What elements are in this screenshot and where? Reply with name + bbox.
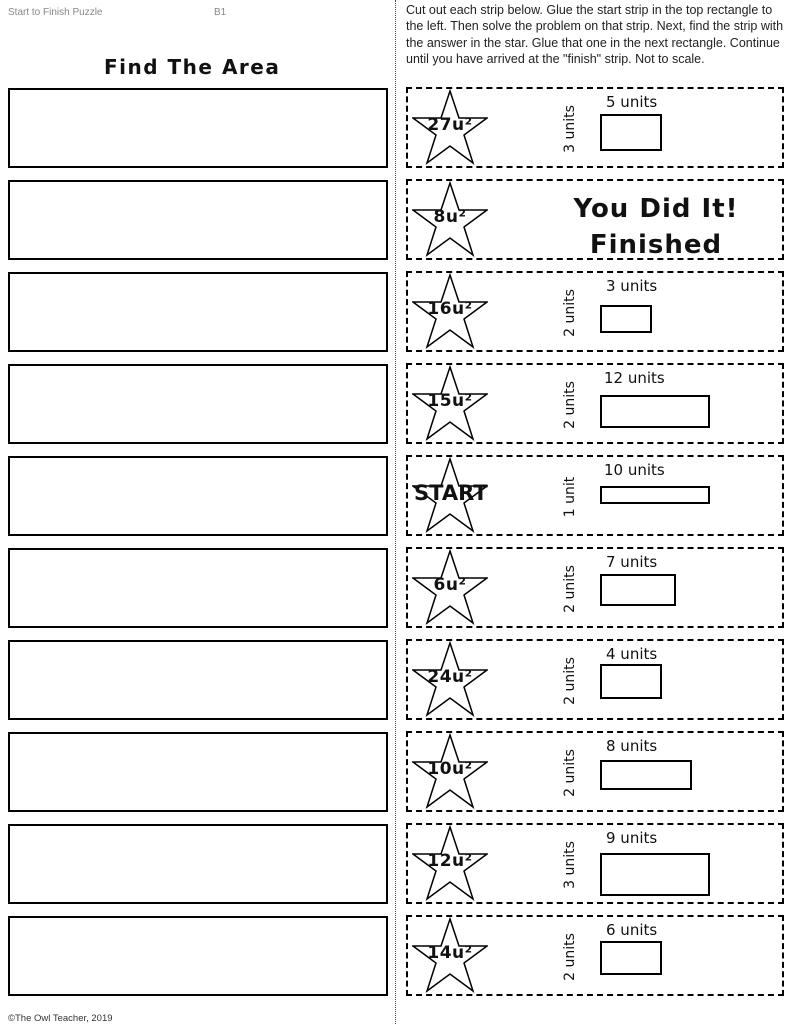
star-answer: 12u² xyxy=(427,851,473,871)
area-rectangle xyxy=(600,760,692,790)
strip-4 xyxy=(406,363,784,444)
puzzle-name: Start to Finish Puzzle xyxy=(8,7,103,18)
finish-line-1: You Did It! xyxy=(573,194,739,224)
finish-line-2: Finished xyxy=(589,230,723,260)
width-label: 10 units xyxy=(604,461,665,479)
glue-box-1 xyxy=(8,88,388,168)
star-icon xyxy=(412,181,488,258)
star-icon xyxy=(412,457,488,534)
area-rectangle xyxy=(600,853,710,896)
star-icon xyxy=(412,89,488,166)
star-answer: START xyxy=(414,481,488,505)
height-label: 1 unit xyxy=(562,476,578,518)
star-icon xyxy=(412,549,488,626)
height-label: 2 units xyxy=(562,933,578,981)
star-icon xyxy=(412,273,488,350)
star-answer: 6u² xyxy=(433,575,467,595)
height-label: 2 units xyxy=(562,749,578,797)
strip-7 xyxy=(406,639,784,720)
strip-8 xyxy=(406,731,784,812)
cut-line xyxy=(395,0,396,1024)
glue-box-10 xyxy=(8,916,388,996)
star-answer: 14u² xyxy=(427,943,473,963)
height-label: 2 units xyxy=(562,381,578,429)
area-rectangle xyxy=(600,395,710,428)
width-label: 4 units xyxy=(606,645,658,663)
height-label: 2 units xyxy=(562,565,578,613)
glue-box-3 xyxy=(8,272,388,352)
instructions: Cut out each strip below. Glue the start strip in the top rectangle to the left. Then solve the problem on that strip. Next, find the strip with the answer in the star. Glue that one in the next rectangle. Continue until you have arrived at the "finish" strip. Not to scale. xyxy=(406,3,784,66)
width-label: 5 units xyxy=(606,93,658,111)
star-icon xyxy=(412,365,488,442)
star-icon xyxy=(412,917,488,994)
area-rectangle xyxy=(600,305,652,333)
star-answer: 8u² xyxy=(433,207,467,227)
strip-3 xyxy=(406,271,784,352)
star-answer: 10u² xyxy=(427,759,473,779)
area-rectangle xyxy=(600,574,676,606)
area-rectangle xyxy=(600,486,710,504)
strip-2 xyxy=(406,179,784,260)
star-answer: 27u² xyxy=(427,115,473,135)
area-rectangle xyxy=(600,114,662,151)
glue-box-7 xyxy=(8,640,388,720)
star-answer: 15u² xyxy=(427,391,473,411)
star-icon xyxy=(412,641,488,718)
strip-10 xyxy=(406,915,784,996)
star-answer: 24u² xyxy=(427,667,473,687)
strip-5 xyxy=(406,455,784,536)
width-label: 9 units xyxy=(606,829,658,847)
star-icon xyxy=(412,825,488,902)
star-answer: 16u² xyxy=(427,299,473,319)
width-label: 8 units xyxy=(606,737,658,755)
strip-9 xyxy=(406,823,784,904)
width-label: 7 units xyxy=(606,553,658,571)
width-label: 3 units xyxy=(606,277,658,295)
puzzle-code: B1 xyxy=(214,7,227,18)
glue-box-2 xyxy=(8,180,388,260)
glue-box-6 xyxy=(8,548,388,628)
height-label: 2 units xyxy=(562,657,578,705)
finish-message xyxy=(528,191,784,263)
page-title: Find The Area xyxy=(104,55,281,79)
strip-6 xyxy=(406,547,784,628)
area-rectangle xyxy=(600,664,662,699)
glue-box-9 xyxy=(8,824,388,904)
strip-1 xyxy=(406,87,784,168)
glue-box-4 xyxy=(8,364,388,444)
width-label: 6 units xyxy=(606,921,658,939)
star-icon xyxy=(412,733,488,810)
copyright: ©The Owl Teacher, 2019 xyxy=(8,1013,113,1024)
glue-box-8 xyxy=(8,732,388,812)
height-label: 3 units xyxy=(562,841,578,889)
height-label: 2 units xyxy=(562,289,578,337)
height-label: 3 units xyxy=(562,105,578,153)
glue-box-5 xyxy=(8,456,388,536)
width-label: 12 units xyxy=(604,369,665,387)
area-rectangle xyxy=(600,941,662,975)
